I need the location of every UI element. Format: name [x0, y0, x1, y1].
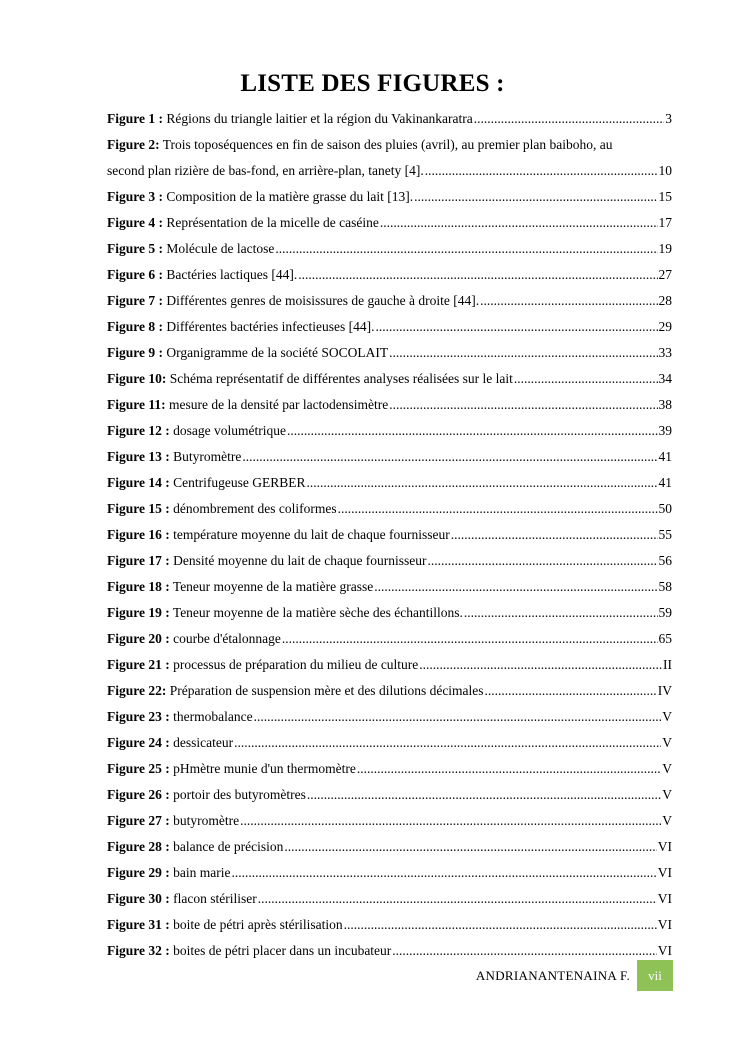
figure-entry-line — [107, 886, 672, 912]
figure-label: Figure 7 : — [107, 293, 163, 308]
figure-caption: Butyromètre — [173, 449, 242, 464]
figure-entry-line — [107, 210, 672, 236]
figure-text — [107, 184, 413, 210]
figure-caption: Molécule de lactose — [166, 241, 275, 256]
figure-entry-line — [107, 184, 672, 210]
figure-page: 39 — [658, 423, 672, 438]
figure-text — [107, 106, 473, 132]
figure-entry-line — [107, 106, 672, 132]
figure-caption: second plan rizière de bas-fond, en arrière-plan, tanety [4]. — [107, 163, 424, 178]
figure-label: Figure 6 : — [107, 267, 163, 282]
figure-caption: dessicateur — [173, 735, 234, 750]
dot-leader — [306, 470, 657, 496]
figure-page: VI — [657, 943, 672, 958]
figure-label: Figure 25 : — [107, 761, 170, 776]
dot-leader — [464, 600, 658, 626]
figure-caption: Centrifugeuse GERBER — [173, 475, 306, 490]
figure-entry — [107, 704, 672, 730]
figure-entry — [107, 366, 672, 392]
dot-leader — [380, 210, 658, 236]
figure-label: Figure 13 : — [107, 449, 170, 464]
figure-label: Figure 12 : — [107, 423, 170, 438]
figure-caption: Schéma représentatif de différentes analyses réalisées sur le lait — [169, 371, 513, 386]
figure-caption: flacon stériliser — [173, 891, 257, 906]
figure-entry — [107, 184, 672, 210]
figure-entry — [107, 730, 672, 756]
figure-entry — [107, 860, 672, 886]
figure-page: 10 — [658, 163, 672, 178]
figure-caption: bain marie — [173, 865, 231, 880]
figure-caption: boite de pétri après stérilisation — [173, 917, 343, 932]
figure-caption: Teneur moyenne de la matière grasse — [172, 579, 374, 594]
figure-entry-line — [107, 236, 672, 262]
figure-caption: portoir des butyromètres — [173, 787, 306, 802]
dot-leader — [242, 444, 657, 470]
dot-leader — [389, 340, 657, 366]
footer-page-number — [637, 960, 673, 991]
figure-entry-line — [107, 548, 672, 574]
dot-leader — [307, 782, 661, 808]
figure-page: 27 — [658, 267, 672, 282]
figure-page: 55 — [658, 527, 672, 542]
figure-text — [107, 730, 233, 756]
figure-entry-line — [107, 626, 672, 652]
figure-page: 29 — [658, 319, 672, 334]
figure-label: Figure 20 : — [107, 631, 170, 646]
figure-text — [107, 574, 373, 600]
figure-text — [107, 652, 418, 678]
dot-leader — [258, 886, 657, 912]
figure-label: Figure 3 : — [107, 189, 163, 204]
figure-page: IV — [657, 683, 672, 698]
figure-entry — [107, 314, 672, 340]
figure-entry-line — [107, 340, 672, 366]
figure-label: Figure 30 : — [107, 891, 170, 906]
dot-leader — [451, 522, 658, 548]
figure-entry — [107, 626, 672, 652]
figure-entry-line — [107, 288, 672, 314]
figure-entry — [107, 470, 672, 496]
figure-text — [107, 678, 484, 704]
dot-leader — [428, 548, 658, 574]
dot-leader — [284, 834, 656, 860]
figure-text — [107, 782, 306, 808]
figure-entry — [107, 132, 672, 184]
page-title: LISTE DES FIGURES : — [240, 70, 505, 97]
figure-text — [107, 522, 450, 548]
figure-entry-line — [107, 314, 672, 340]
figure-text — [107, 418, 286, 444]
figure-label: Figure 27 : — [107, 813, 170, 828]
figure-page: V — [662, 787, 672, 802]
figure-entry-line — [107, 262, 672, 288]
figure-entry — [107, 444, 672, 470]
figure-label: Figure 17 : — [107, 553, 170, 568]
figure-label: Figure 4 : — [107, 215, 163, 230]
figure-label: Figure 26 : — [107, 787, 170, 802]
figure-entry-line — [107, 834, 672, 860]
figure-label: Figure 10: — [107, 371, 167, 386]
dot-leader — [480, 288, 657, 314]
figure-text — [107, 392, 388, 418]
dot-leader — [414, 184, 657, 210]
dot-leader — [240, 808, 661, 834]
figure-page: 28 — [658, 293, 672, 308]
figure-caption: courbe d'étalonnage — [173, 631, 281, 646]
figure-text — [107, 444, 241, 470]
dot-leader — [231, 860, 656, 886]
figure-entry — [107, 340, 672, 366]
figure-caption: Organigramme de la société SOCOLAIT — [166, 345, 389, 360]
figure-entry-line — [107, 470, 672, 496]
figure-list — [107, 106, 672, 964]
figure-text — [107, 314, 375, 340]
figure-entry-line — [107, 730, 672, 756]
figure-text — [107, 860, 230, 886]
figure-text — [107, 834, 283, 860]
figure-caption: température moyenne du lait de chaque fournisseur — [173, 527, 450, 542]
figure-caption: Bactéries lactiques [44]. — [166, 267, 298, 282]
figure-entry-line — [107, 418, 672, 444]
figure-page: II — [663, 657, 672, 672]
figure-caption: Différentes genres de moisissures de gauche à droite [44]. — [166, 293, 480, 308]
figure-caption: Préparation de suspension mère et des dilutions décimales — [169, 683, 484, 698]
dot-leader — [234, 730, 661, 756]
figure-entry-line — [107, 704, 672, 730]
figure-caption-line1: Trois toposéquences en fin de saison des pluies (avril), au premier plan baiboho, au — [162, 137, 613, 152]
figure-page: 50 — [658, 501, 672, 516]
figure-page: VI — [657, 917, 672, 932]
page-number-label: vii — [648, 967, 662, 983]
dot-leader — [282, 626, 658, 652]
figure-entry-line — [107, 652, 672, 678]
figure-caption: Régions du triangle laitier et la région du Vakinankaratra — [166, 111, 473, 126]
dot-leader — [287, 418, 658, 444]
figure-entry — [107, 236, 672, 262]
figure-caption: Composition de la matière grasse du lait [13]. — [166, 189, 414, 204]
figure-text — [107, 262, 297, 288]
figure-entry — [107, 548, 672, 574]
figure-page: V — [662, 709, 672, 724]
figure-entry-line — [107, 860, 672, 886]
figure-text — [107, 288, 479, 314]
figure-page: V — [662, 761, 672, 776]
figure-caption: Densité moyenne du lait de chaque fournisseur — [173, 553, 427, 568]
figure-entry — [107, 808, 672, 834]
figure-label: Figure 15 : — [107, 501, 170, 516]
dot-leader — [376, 314, 658, 340]
figure-text — [107, 210, 379, 236]
figure-text — [107, 548, 427, 574]
figure-label: Figure 19 : — [107, 605, 170, 620]
figure-text — [107, 808, 239, 834]
figure-page: VI — [657, 839, 672, 854]
figure-entry — [107, 392, 672, 418]
figure-page: 15 — [658, 189, 672, 204]
figure-label: Figure 8 : — [107, 319, 163, 334]
figure-text — [107, 704, 253, 730]
dot-leader — [338, 496, 658, 522]
figure-label: Figure 18 : — [107, 579, 170, 594]
figure-entry-line — [107, 756, 672, 782]
figure-entry-line — [107, 132, 672, 158]
dot-leader — [425, 158, 658, 184]
figure-page: V — [662, 735, 672, 750]
figure-label: Figure 16 : — [107, 527, 170, 542]
figure-text — [107, 366, 513, 392]
dot-leader — [344, 912, 657, 938]
figure-entry-line — [107, 366, 672, 392]
figure-entry — [107, 522, 672, 548]
figure-label: Figure 28 : — [107, 839, 170, 854]
figure-entry-line — [107, 782, 672, 808]
figure-label: Figure 22: — [107, 683, 167, 698]
page-footer — [0, 960, 745, 991]
figure-label: Figure 5 : — [107, 241, 163, 256]
figure-label: Figure 14 : — [107, 475, 170, 490]
figure-label: Figure 32 : — [107, 943, 170, 958]
figure-entry — [107, 678, 672, 704]
figure-entry-line — [107, 574, 672, 600]
figure-text — [107, 600, 463, 626]
figure-entry-line — [107, 496, 672, 522]
figure-entry-line — [107, 158, 672, 184]
figure-caption: boites de pétri placer dans un incubateur — [173, 943, 392, 958]
figure-entry — [107, 652, 672, 678]
figure-entry — [107, 756, 672, 782]
dot-leader — [389, 392, 657, 418]
figure-page: 56 — [658, 553, 672, 568]
figure-page: 58 — [658, 579, 672, 594]
figure-label: Figure 9 : — [107, 345, 163, 360]
figure-caption: Différentes bactéries infectieuses [44]. — [166, 319, 375, 334]
figure-entry — [107, 886, 672, 912]
figure-label: Figure 23 : — [107, 709, 170, 724]
figure-entry — [107, 912, 672, 938]
figure-page: 19 — [658, 241, 672, 256]
figure-text — [107, 470, 305, 496]
dot-leader — [485, 678, 657, 704]
figure-page: 41 — [658, 449, 672, 464]
figure-text — [107, 236, 274, 262]
figure-entry — [107, 496, 672, 522]
figure-page: 3 — [665, 111, 672, 126]
dot-leader — [514, 366, 658, 392]
figure-caption: mesure de la densité par lactodensimètre — [169, 397, 389, 412]
figure-entry-line — [107, 600, 672, 626]
figure-caption: pHmètre munie d'un thermomètre — [173, 761, 356, 776]
figure-entry-line — [107, 444, 672, 470]
dot-leader — [474, 106, 664, 132]
figure-page: VI — [657, 865, 672, 880]
figure-entry-line — [107, 678, 672, 704]
dot-leader — [357, 756, 661, 782]
figure-text — [107, 886, 257, 912]
figure-page: 38 — [658, 397, 672, 412]
figure-label: Figure 31 : — [107, 917, 170, 932]
figure-page: 41 — [658, 475, 672, 490]
figure-page: V — [662, 813, 672, 828]
figure-label: Figure 24 : — [107, 735, 170, 750]
figure-page: 65 — [658, 631, 672, 646]
figure-page: 34 — [658, 371, 672, 386]
figure-text — [107, 340, 388, 366]
figure-entry-line — [107, 912, 672, 938]
footer-author: ANDRIANANTENAINA F. — [475, 968, 630, 983]
figure-caption: Représentation de la micelle de caséine — [166, 215, 379, 230]
figure-page: 59 — [658, 605, 672, 620]
figure-label: Figure 1 : — [107, 111, 163, 126]
figure-entry — [107, 782, 672, 808]
figure-text — [107, 496, 337, 522]
figure-text — [107, 756, 356, 782]
figure-entry — [107, 834, 672, 860]
figure-caption: balance de précision — [173, 839, 284, 854]
figure-caption: dénombrement des coliformes — [173, 501, 337, 516]
figure-text — [107, 912, 343, 938]
figure-page: 17 — [658, 215, 672, 230]
figure-entry — [107, 418, 672, 444]
figure-page: VI — [657, 891, 672, 906]
dot-leader — [374, 574, 657, 600]
dot-leader — [298, 262, 657, 288]
figure-entry — [107, 106, 672, 132]
figure-text — [107, 626, 281, 652]
figure-entry-line — [107, 392, 672, 418]
figure-label: Figure 11: — [107, 397, 166, 412]
figure-label: Figure 29 : — [107, 865, 170, 880]
figure-entry-line — [107, 808, 672, 834]
figure-entry — [107, 574, 672, 600]
figure-caption: processus de préparation du milieu de culture — [173, 657, 419, 672]
figure-entry — [107, 600, 672, 626]
figure-entry — [107, 262, 672, 288]
figure-caption: butyromètre — [173, 813, 240, 828]
figure-entry-line — [107, 522, 672, 548]
figure-caption: dosage volumétrique — [173, 423, 286, 438]
dot-leader — [419, 652, 662, 678]
dot-leader — [275, 236, 657, 262]
figure-page: 33 — [658, 345, 672, 360]
dot-leader — [254, 704, 662, 730]
figure-entry — [107, 288, 672, 314]
figure-label: Figure 2: — [107, 137, 160, 152]
figure-label: Figure 21 : — [107, 657, 170, 672]
figure-entry — [107, 210, 672, 236]
figure-caption: thermobalance — [173, 709, 253, 724]
figure-caption: Teneur moyenne de la matière sèche des échantillons. — [172, 605, 463, 620]
